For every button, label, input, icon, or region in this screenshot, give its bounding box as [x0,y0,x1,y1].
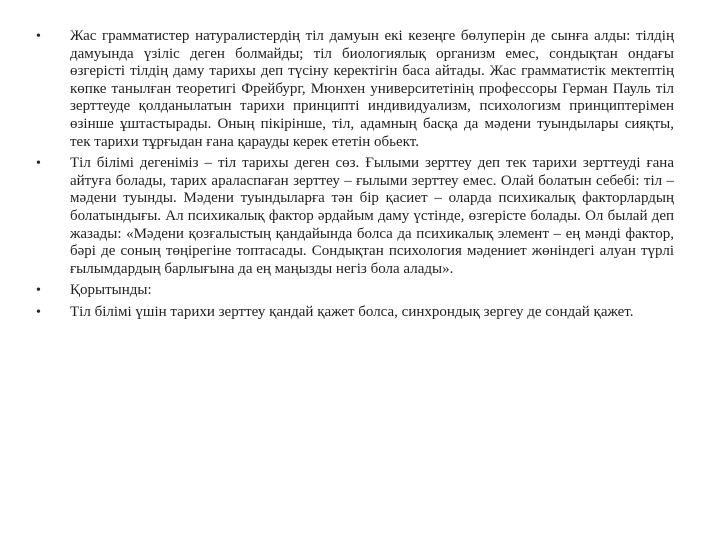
bullet-text: Тіл білімі үшін тарихи зерттеу қандай қажет болса, синхрондық зергеу де сондай қажет. [70,303,634,320]
bullet-dot-icon: • [36,304,41,320]
bullet-dot-icon: • [36,29,41,44]
bullet-item-naturalists-critique [36,28,674,151]
bullet-item-conclusion-text [36,304,674,322]
bullet-text: Қорытынды: [70,282,152,299]
bullet-list [36,28,674,326]
bullet-dot-icon: • [36,283,41,299]
bullet-item-linguistics-history [36,155,674,278]
bullet-text: Тіл білімі дегеніміз – тіл тарихы деген сөз. Ғылыми зерттеу деп тек тарихи зерттеуді ғана айтуға болады, тарих араласпаған зерттеу – ғылыми зерттеу емес. Олай болатын себебі: тіл – мәдени туынды. Мәдени туындыларға тән бір қасиет – оларда психикалық факторлардың болатындығы. Ал психикалық фактор әрдайым даму үстінде, өзгерісте болады. Ол былай деп жазады: «Мәдени қозғалыстың қандайында болса да психикалық элемент – ең мәнді фактор, бәрі де соның төңірегіне топтасады. Сондықтан психология мәдениет жөніндегі алуан түрлі ғылымдардың барлығына да ең маңызды негіз бола алады». [70,155,674,277]
bullet-text: Жас грамматистер натуралистердің тіл дамуын екі кезеңге бөлуперін де сынға алды: тілдің дамуында үзіліс деген болмайды; тіл биологиялық организм емес, сондықтан ондағы өзгерісті тілдің даму тарихы деп түсіну керектігін баса айтады. Жас грамматистік мектептің көпке танылған теоретигі Фрейбург, Мюнхен университетінің профессоры Герман Пауль тіл зерттеуде қолданылатын тарихи принципті индивидуализм, психологизм принциптерімен өзінше ұштастырады. Оның пікірінше, тіл, адамның басқа да мәдени туындылары сияқты, тек тарихи тұрғыдан ғана қарауды керек ететін обьект. [70,28,674,150]
bullet-item-conclusion-heading [36,282,674,300]
bullet-dot-icon: • [36,156,41,172]
